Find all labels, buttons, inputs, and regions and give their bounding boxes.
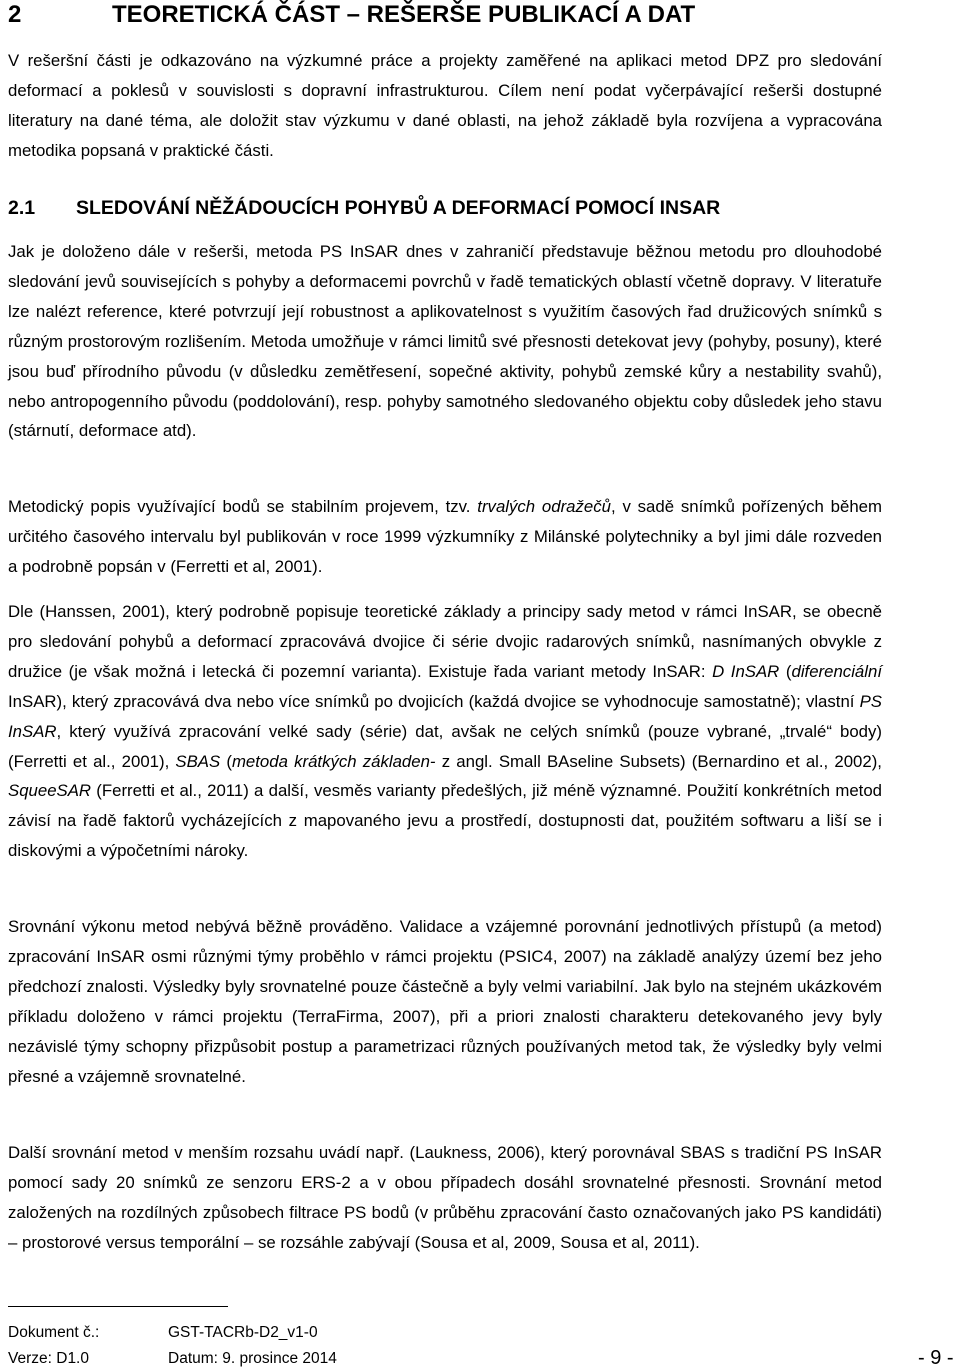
italic-term: D InSAR (712, 661, 780, 681)
italic-term: SBAS (175, 751, 221, 771)
footer-page-number: - 9 - (918, 1347, 954, 1369)
paragraph-further-comparison-text: Další srovnání metod v menším rozsahu uvádí např. (Laukness, 2006), který porovnával SBAS s tradiční PS InSAR pomocí sady 20 snímků ze senzoru ERS-2 a v obou případech dosáhl srovnatelné přesnosti. Srovnání metod založených na rozdílných způsobech filtrace PS bodů (v průběhu zpracování často označovaných jako PS kandidáti) – prostorové versus temporální – se rozsáhle zabývají (Sousa et al, 2009, Sousa et al, 2011). (8, 1143, 882, 1252)
italic-term: trvalých odražečů (477, 497, 611, 516)
section-number: 2.1 (8, 197, 36, 219)
text-run: InSAR), který zpracovává dva nebo více snímků po dvojicích (každá dvojice se vyhodnocuje samostatně); vlastní (8, 691, 860, 711)
text-run: z angl. Small BAseline Subsets) (Bernardino et al., 2002), (435, 751, 882, 771)
section-heading (8, 193, 882, 223)
paragraph-method-description-text (8, 492, 882, 582)
paragraph-insar-overview (8, 237, 882, 446)
paragraph-method-comparison-text: Srovnání výkonu metod nebývá běžně prováděno. Validace a vzájemné porovnání jednotlivých přístupů (a metod) zpracování InSAR osmi různými týmy proběhlo v rámci projektu (PSIC4, 2007) na základě analýzy území bez jeho předchozí znalosti. Výsledky byly srovnatelné pouze částečně a byly velmi variabilní. Jak bylo na stejném ukázkovém příkladu doloženo v rámci projektu (TerraFirma, 2007), při a priori znalosti charakteru detekovaného jevy byly nezávislé týmy schopny přizpůsobit postup a parametrizaci různých používaných metod tak, že výsledky byly velmi přesné a vzájemně srovnatelné. (8, 917, 882, 1086)
text-run: Metodický popis využívající bodů se stabilním projevem, tzv. (8, 497, 478, 516)
intro-paragraph (8, 46, 882, 166)
paragraph-method-description (8, 492, 882, 582)
section-title: SLEDOVÁNÍ NĚŽÁDOUCÍCH POHYBŮ A DEFORMACÍ POMOCÍ INSAR (76, 197, 721, 219)
footer-document-label: Dokument č.: (8, 1324, 100, 1341)
footer-version: Verze: D1.0 (8, 1350, 89, 1367)
chapter-heading (8, 0, 882, 30)
paragraph-insar-overview-text: Jak je doloženo dále v rešerši, metoda PS InSAR dnes v zahraničí představuje běžnou metodu pro dlouhodobé sledování jevů souvisejících s pohyby a deformacemi povrchů v řadě tematických oblastí včetně dopravy. V literatuře lze nalézt reference, které potvrzují její robustnost a aplikovatelnost s využitím časových řad družicových snímků s různým prostorovým rozlišením. Metoda umožňuje v rámci limitů své přesnosti detekovat jevy (pohyby, posuny), které jsou buď přírodního původu (v důsledku zemětřesení, sopečné aktivity, pohybů zemské kůry a nestability svahů), nebo antropogenního původu (poddolování), resp. pohyby samotného sledovaného objektu coby důsledek jeho stavu (stárnutí, deformace atd). (8, 242, 882, 441)
paragraph-insar-variants (8, 597, 882, 866)
text-run: , který využívá zpracování velké sady (série) dat, avšak ne celých snímků (pouze vybrané, „trvalé“ body) (Ferretti et al., 2001), (8, 721, 882, 771)
italic-term: metoda krátkých základen- (231, 751, 436, 771)
paragraph-further-comparison (8, 1138, 882, 1258)
paragraph-method-comparison (8, 912, 882, 1091)
footer-divider (8, 1306, 228, 1307)
chapter-title: TEORETICKÁ ČÁST – REŠERŠE PUBLIKACÍ A DAT (112, 1, 696, 28)
paragraph-insar-variants-text (8, 597, 882, 866)
text-run: , v sadě snímků pořízených během určitého časového intervalu byl publikován v roce 1999 výzkumníky z Milánské polytechniky a byl jimi dále rozveden a podrobně popsán v (Ferretti et al, 2001). (8, 497, 882, 576)
footer-document-value: GST-TACRb-D2_v1-0 (168, 1324, 318, 1341)
footer-date: Datum: 9. prosince 2014 (168, 1350, 337, 1367)
chapter-number: 2 (8, 1, 22, 28)
intro-paragraph-text: V rešeršní části je odkazováno na výzkumné práce a projekty zaměřené na aplikaci metod DPZ pro sledování deformací a poklesů v souvislosti s dopravní infrastrukturou. Cílem není podat vyčerpávající rešerši dostupné literatury na dané téma, ale doložit stav výzkumu v dané oblasti, na jehož základě byla rozvíjena a vypracována metodika popsaná v praktické části. (8, 51, 882, 160)
text-run: ( (779, 661, 792, 681)
text-run: Dle (Hanssen, 2001), který podrobně popisuje teoretické základy a principy sady metod v rámci InSAR, se obecně pro sledování pohybů a deformací zpracovává dvojice či série dvojic radarových snímků, nasnímaných obvykle z družice (je však možná i letecká či pozemní varianta). Existuje řada variant metody InSAR: (8, 602, 882, 681)
text-run: ( (220, 751, 232, 771)
text-run: (Ferretti et al., 2011) a další, vesměs varianty předešlých, již méně významné. Použití konkrétních metod závisí na řadě faktorů vycházejících z mapovaného jevu a prostředí, dostupnosti dat, použitém softwaru a liší se i diskovými a výpočetními nároky. (8, 781, 882, 861)
italic-term: diferenciální (791, 661, 882, 681)
italic-term: SqueeSAR (8, 781, 92, 801)
italic-term: PS InSAR (8, 691, 882, 741)
